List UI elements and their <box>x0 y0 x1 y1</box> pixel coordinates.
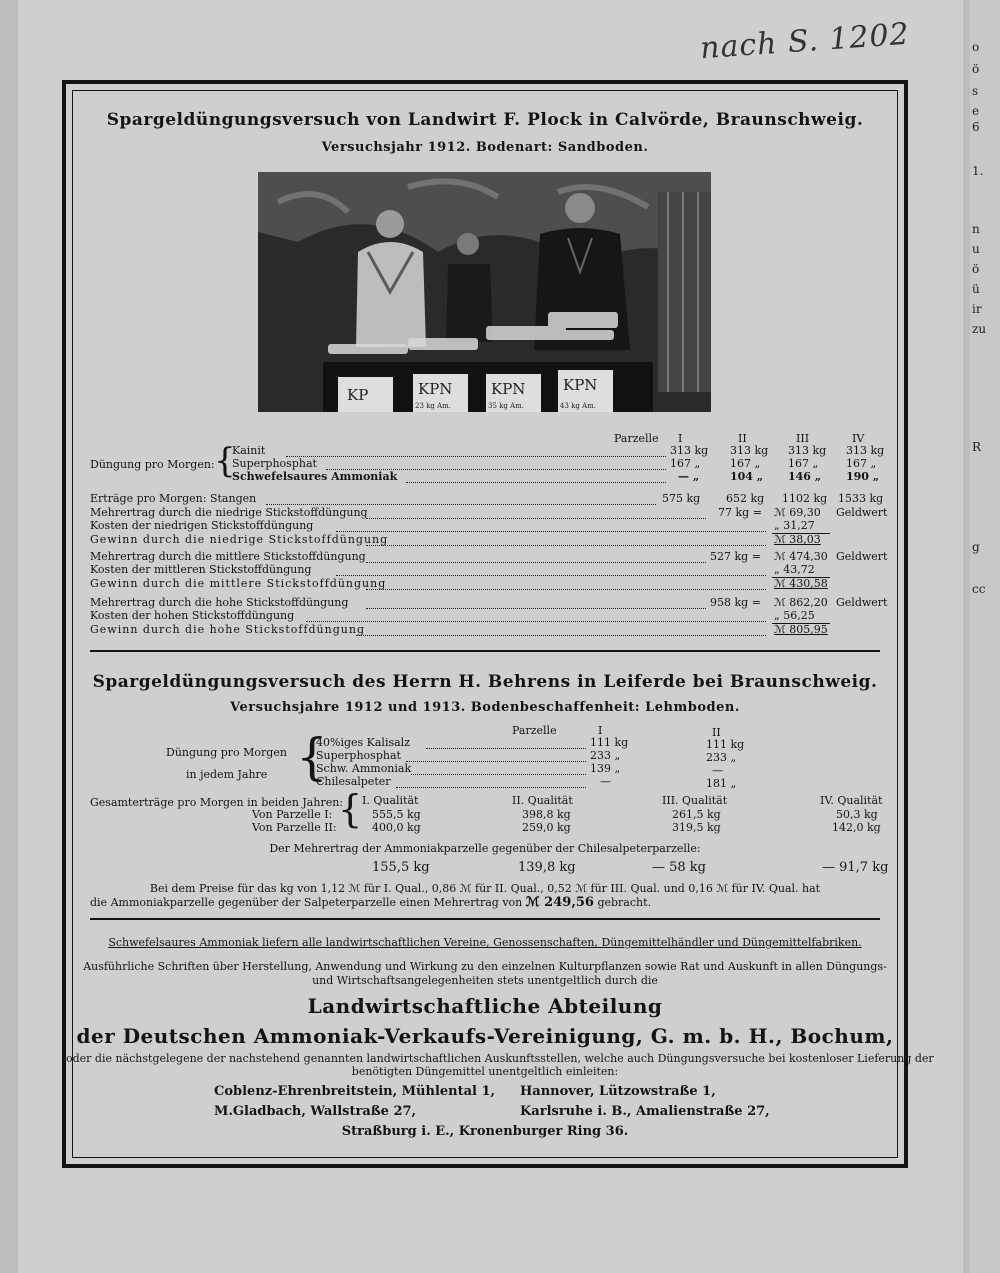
handwritten-annotation: nach S. 1202 <box>699 16 911 67</box>
totals-label: Gesamterträge pro Morgen in beiden Jahren: <box>90 796 344 809</box>
mehrertrag-kg: 527 kg = <box>710 550 761 563</box>
mehrertrag-kg: 958 kg = <box>710 596 761 609</box>
section1-subtitle: Versuchsjahr 1912. Bodenart: Sandboden. <box>321 140 649 155</box>
leader-dots <box>366 562 706 563</box>
brace: { <box>296 728 328 786</box>
duengung-label: in jedem Jahre <box>186 768 268 781</box>
edge-char: o <box>972 40 980 54</box>
kosten-value: „ 43,72 <box>774 563 815 576</box>
parcel-label: Von Parzelle II: <box>252 821 337 834</box>
fertilizer-value: 233 „ <box>706 751 737 764</box>
photo-sign-text: KP <box>347 386 369 404</box>
quality-header: III. Qualität <box>662 794 728 807</box>
fertilizer-value: 104 „ <box>730 470 764 483</box>
edge-char: e <box>972 104 980 118</box>
leader-dots <box>426 748 586 749</box>
edge-char: ö <box>972 262 980 276</box>
gewinn-label: Gewinn durch die hohe Stickstoffdüngung <box>90 623 365 636</box>
section-divider <box>90 918 880 920</box>
yield-value: 575 kg <box>662 492 701 505</box>
edge-char: ü <box>972 282 980 296</box>
fertilizer-value: 190 „ <box>846 470 880 483</box>
section2-title: Spargeldüngungsversuch des Herrn H. Behrens in Leiferde bei Braunschweig. <box>92 672 878 692</box>
address: Hannover, Lützowstraße 1, <box>520 1084 716 1099</box>
fertilizer-value: 313 kg <box>730 444 769 457</box>
mehrertrag-value: 139,8 kg <box>518 860 576 875</box>
leader-dots <box>266 504 656 505</box>
fertilizer-value: — „ <box>678 470 700 483</box>
leader-dots <box>366 518 706 519</box>
fertilizer-name: 40%iges Kalisalz <box>316 736 410 749</box>
photo-sign-note: 43 kg Am. <box>560 402 596 410</box>
price-line-2-prefix: die Ammoniakparzelle gegenüber der Salpeterparzelle einen Mehrertrag von <box>90 896 523 909</box>
fertilizer-value: 233 „ <box>590 749 621 762</box>
leader-dots <box>396 787 586 788</box>
parzelle-label: Parzelle <box>614 432 659 445</box>
org-name-full: der Deutschen Ammoniak-Verkaufs-Vereinigung, G. m. b. H., Bochum, <box>76 1024 894 1048</box>
parcel-value: 398,8 kg <box>522 808 571 821</box>
fertilizer-name: Superphosphat <box>316 749 401 762</box>
kosten-label: Kosten der mittleren Stickstoffdüngung <box>90 563 312 576</box>
photo-sign-note: 35 kg Am. <box>488 402 524 410</box>
fertilizer-name: Kainit <box>232 444 266 457</box>
geldwert-note: Geldwert <box>836 596 888 609</box>
supply-line: Schwefelsaures Ammoniak liefern alle landwirtschaftlichen Vereine, Genossenschaften, Düngemittelhändler und Düngemittelfabriken. <box>108 936 862 949</box>
mehrertrag-kg: 77 kg = <box>718 506 762 519</box>
photo-sign-note: 23 kg Am. <box>415 402 451 410</box>
edge-char: cc <box>972 582 986 596</box>
mehrertrag-label: Mehrertrag durch die niedrige Stickstoffdüngung <box>90 506 368 519</box>
leader-dots <box>286 456 666 457</box>
mehrertrag-value: 155,5 kg <box>372 860 430 875</box>
parzelle-label: Parzelle <box>512 724 557 737</box>
quality-header: I. Qualität <box>362 794 419 807</box>
price-line-2 <box>90 895 651 910</box>
leader-dots <box>306 621 766 622</box>
gewinn-value: ℳ 805,95 <box>774 623 828 636</box>
yield-value: 652 kg <box>726 492 765 505</box>
parcel-value: 555,5 kg <box>372 808 421 821</box>
fertilizer-value: 313 kg <box>670 444 709 457</box>
leader-dots <box>406 482 666 483</box>
kosten-label: Kosten der hohen Stickstoffdüngung <box>90 609 295 622</box>
fertilizer-value: 181 „ <box>706 777 737 790</box>
mehrertrag-label: Mehrertrag durch die hohe Stickstoffdüngung <box>90 596 349 609</box>
edge-char: n <box>972 222 980 236</box>
price-line-2-suffix: gebracht. <box>597 896 652 909</box>
col-header: II <box>738 432 747 445</box>
gewinn-value: ℳ 38,03 <box>774 533 821 546</box>
photo-sign-text: KPN <box>491 380 526 398</box>
mehrertrag-comparison-label: Der Mehrertrag der Ammoniakparzelle gegenüber der Chilesalpeterparzelle: <box>269 842 701 855</box>
col-header: I <box>598 724 603 737</box>
fertilizer-value: — <box>600 775 611 788</box>
parcel-value: 142,0 kg <box>832 821 881 834</box>
section1-title: Spargeldüngungsversuch von Landwirt F. Plock in Calvörde, Braunschweig. <box>106 110 864 130</box>
edge-char: 1. <box>972 164 984 178</box>
col-header: II <box>712 726 721 739</box>
edge-char: s <box>972 84 979 98</box>
alt-line: benötigten Düngemittel unentgeltlich einleiten: <box>351 1065 619 1078</box>
advertisement-frame <box>62 80 934 1168</box>
mehrertrag-label: Mehrertrag durch die mittlere Stickstoffdüngung <box>90 550 366 563</box>
alt-line: oder die nächstgelegene der nachstehend genannten landwirtschaftlichen Auskunftsstellen, welche auch Düngungsversuche bei kostenloser Lieferung der <box>66 1052 934 1065</box>
edge-char: g <box>972 540 980 554</box>
leader-dots <box>356 635 766 636</box>
edge-char: R <box>972 440 982 454</box>
mehrertrag-value: ℳ 69,30 <box>774 506 821 519</box>
address: Coblenz-Ehrenbreitstein, Mühlental 1, <box>214 1084 496 1099</box>
yield-label: Erträge pro Morgen: Stangen <box>90 492 257 505</box>
section-divider <box>90 650 880 652</box>
leader-dots <box>336 531 766 532</box>
org-name: Landwirtschaftliche Abteilung <box>307 994 663 1018</box>
parcel-value: 261,5 kg <box>672 808 721 821</box>
leader-dots <box>411 774 586 775</box>
fertilizer-name: Schwefelsaures Ammoniak <box>232 470 398 483</box>
leader-dots <box>406 761 586 762</box>
edge-char: ö <box>972 62 980 76</box>
geldwert-note: Geldwert <box>836 506 888 519</box>
fertilizer-value: 167 „ <box>730 457 761 470</box>
section2-subtitle: Versuchsjahre 1912 und 1913. Bodenbeschaffenheit: Lehmboden. <box>230 700 740 715</box>
parcel-value: 50,3 kg <box>836 808 878 821</box>
leader-dots <box>366 608 706 609</box>
quality-header: IV. Qualität <box>820 794 883 807</box>
fertilizer-value: 167 „ <box>846 457 877 470</box>
leader-dots <box>366 589 766 590</box>
photo-sign-text: KPN <box>563 376 598 394</box>
fertilizer-value: 146 „ <box>788 470 822 483</box>
price-line-2-value: ℳ 249,56 <box>525 895 594 910</box>
adjacent-page-edge <box>970 0 1000 1273</box>
gewinn-label: Gewinn durch die mittlere Stickstoffdüngung <box>90 577 387 590</box>
fertilizer-value: 167 „ <box>788 457 819 470</box>
address: M.Gladbach, Wallstraße 27, <box>214 1104 417 1119</box>
fertilizer-name: Superphosphat <box>232 457 317 470</box>
gewinn-value: ℳ 430,58 <box>774 577 828 590</box>
photo-illustration <box>258 172 711 412</box>
photo-asparagus-harvest <box>258 172 711 412</box>
col-header: I <box>678 432 683 445</box>
address: Straßburg i. E., Kronenburger Ring 36. <box>341 1124 629 1139</box>
yield-value: 1533 kg <box>838 492 884 505</box>
fertilizer-value: 313 kg <box>788 444 827 457</box>
fertilizer-name: Schw. Ammoniak <box>316 762 412 775</box>
parcel-value: 259,0 kg <box>522 821 571 834</box>
gewinn-label: Gewinn durch die niedrige Stickstoffdüngung <box>90 533 389 546</box>
edge-char: zu <box>972 322 987 336</box>
fertilizer-value: 139 „ <box>590 762 621 775</box>
info-line: und Wirtschaftsangelegenheiten stets unentgeltlich durch die <box>312 974 658 987</box>
leader-dots <box>366 545 766 546</box>
edge-char: 6 <box>972 120 980 134</box>
fertilizer-name: Chilesalpeter <box>316 775 391 788</box>
edge-char: ir <box>972 302 982 316</box>
yield-value: 1102 kg <box>782 492 828 505</box>
col-header: IV <box>852 432 865 445</box>
fertilizer-value: 111 kg <box>706 738 745 751</box>
info-line: Ausführliche Schriften über Herstellung, Anwendung und Wirkung zu den einzelnen Kulturpflanzen sowie Rat und Auskunft in allen Düngungs- <box>83 960 887 973</box>
quality-header: II. Qualität <box>512 794 573 807</box>
kosten-value: „ 31,27 <box>774 519 815 532</box>
fertilizer-value: 111 kg <box>590 736 629 749</box>
geldwert-note: Geldwert <box>836 550 888 563</box>
fertilizer-value: 313 kg <box>846 444 885 457</box>
fertilizer-value: 167 „ <box>670 457 701 470</box>
edge-char: u <box>972 242 980 256</box>
parcel-value: 400,0 kg <box>372 821 421 834</box>
leader-dots <box>336 575 766 576</box>
mehrertrag-value: — 58 kg <box>652 860 707 875</box>
mehrertrag-value: — 91,7 kg <box>822 860 889 875</box>
brace: { <box>214 441 236 481</box>
kosten-value: „ 56,25 <box>774 609 815 622</box>
mehrertrag-value: ℳ 862,20 <box>774 596 828 609</box>
price-line: Bei dem Preise für das kg von 1,12 ℳ für I. Qual., 0,86 ℳ für II. Qual., 0,52 ℳ für III. Qual. und 0,16 ℳ für IV. Qual. hat <box>149 882 821 895</box>
kosten-label: Kosten der niedrigen Stickstoffdüngung <box>90 519 314 532</box>
duengung-label: Düngung pro Morgen: <box>90 458 215 471</box>
parcel-label: Von Parzelle I: <box>252 808 333 821</box>
mehrertrag-value: ℳ 474,30 <box>774 550 828 563</box>
parcel-value: 319,5 kg <box>672 821 721 834</box>
col-header: III <box>796 432 810 445</box>
address: Karlsruhe i. B., Amalienstraße 27, <box>520 1104 770 1119</box>
fertilizer-value: — <box>712 764 723 777</box>
duengung-label: Düngung pro Morgen <box>166 746 287 759</box>
brace: { <box>338 787 363 831</box>
photo-sign-text: KPN <box>418 380 453 398</box>
